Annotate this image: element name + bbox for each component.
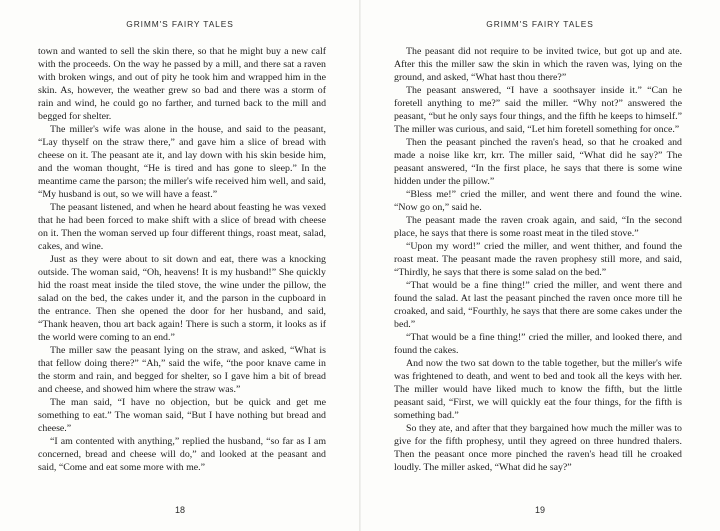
- paragraph: The peasant did not require to be invited twice, but got up and ate. After this the miller saw the skin in which the raven was, lying on the ground, and asked, “What hast thou there?”: [394, 46, 682, 83]
- paragraph: So they ate, and after that they bargained how much the miller was to give for the fifth prophesy, until they agreed on three hundred thalers. Then the peasant once more pinched the raven's head till he croaked loudly. The miller asked, “What did he say?”: [394, 423, 682, 473]
- page-number: 18: [174, 505, 185, 515]
- paragraph: The miller's wife was alone in the house, and said to the peasant, “Lay thyself on the straw there,” and gave him a slice of bread with cheese on it. The peasant ate it, and lay down with his skin beside him, and the woman thought, “He is tired and has gone to sleep.” In the meantime came the parson; the miller's wife received him well, and said, “My husband is out, so we will have a feast.”: [38, 124, 326, 200]
- paragraph: Just as they were about to sit down and eat, there was a knocking outside. The woman said, “Oh, heavens! It is my husband!” She quickly hid the roast meat inside the tiled stove, the wine under the pillow, the salad on the bed, the cakes under it, and the parson in the cupboard in the entrance. Then she opened the door for her husband, and said, “Thank heaven, thou art back again! There is such a storm, it looks as if the world were coming to an end.”: [38, 254, 326, 343]
- page-body: [38, 45, 326, 474]
- paragraph: “Bless me!” cried the miller, and went there and found the wine. “Now go on,” said he.: [394, 189, 682, 213]
- paragraph: The man said, “I have no objection, but be quick and get me something to eat.” The woman said, “But I have nothing but bread and cheese.”: [38, 397, 326, 434]
- paragraph: “I am contented with anything,” replied the husband, “so far as I am concerned, bread and cheese will do,” and looked at the peasant and said, “Come and eat some more with me.”: [38, 436, 326, 473]
- paragraph: The peasant made the raven croak again, and said, “In the second place, he says that there is some roast meat in the tiled stove.”: [394, 215, 682, 239]
- paragraph: The peasant listened, and when he heard about feasting he was vexed that he had been forced to make shift with a slice of bread with cheese on it. Then the woman served up four different things, roast meat, salad, cakes, and wine.: [38, 202, 326, 252]
- paragraph: The miller saw the peasant lying on the straw, and asked, “What is that fellow doing there?” “Ah,” said the wife, “the poor knave came in the storm and rain, and begged for shelter, so I gave him a bit of bread and cheese, and showed him where the straw was.”: [38, 345, 326, 395]
- paragraph: town and wanted to sell the skin there, so that he might buy a new calf with the proceeds. On the way he passed by a mill, and there sat a raven with broken wings, and out of pity he took him and wrapped him in the skin. As, however, the weather grew so bad and there was a storm of rain and wind, he could go no farther, and turned back to the mill and begged for shelter.: [38, 46, 326, 122]
- page-number: 19: [534, 505, 545, 515]
- paragraph: “That would be a fine thing!” cried the miller, and looked there, and found the cakes.: [394, 332, 682, 356]
- page-body: [394, 45, 682, 474]
- running-header: GRIMM'S FAIRY TALES: [126, 19, 234, 29]
- paragraph: “That would be a fine thing!” cried the miller, and went there and found the salad. At last the peasant pinched the raven once more till he croaked, and said, “Fourthly, he says that there are some cakes under the bed.”: [394, 280, 682, 330]
- running-header: GRIMM'S FAIRY TALES: [486, 19, 594, 29]
- paragraph: “Upon my word!” cried the miller, and went thither, and found the roast meat. The peasant made the raven prophesy still more, and said, “Thirdly, he says that there is some salad on the bed.”: [394, 241, 682, 278]
- paragraph: Then the peasant pinched the raven's head, so that he croaked and made a noise like krr, krr. The miller said, “What did he say?” The peasant answered, “In the first place, he says that there is some wine hidden under the pillow.”: [394, 137, 682, 187]
- paragraph: The peasant answered, “I have a soothsayer inside it.” “Can he foretell anything to me?” said the miller. “Why not?” answered the peasant, “but he only says four things, and the fifth he keeps to himself.” The miller was curious, and said, “Let him foretell something for once.”: [394, 85, 682, 135]
- right-page: [360, 0, 720, 531]
- paragraph: And now the two sat down to the table together, but the miller's wife was frightened to death, and went to bed and took all the keys with her. The miller would have liked much to know the fifth, but the little peasant said, “First, we will quickly eat the four things, for the fifth is something bad.”: [394, 358, 682, 421]
